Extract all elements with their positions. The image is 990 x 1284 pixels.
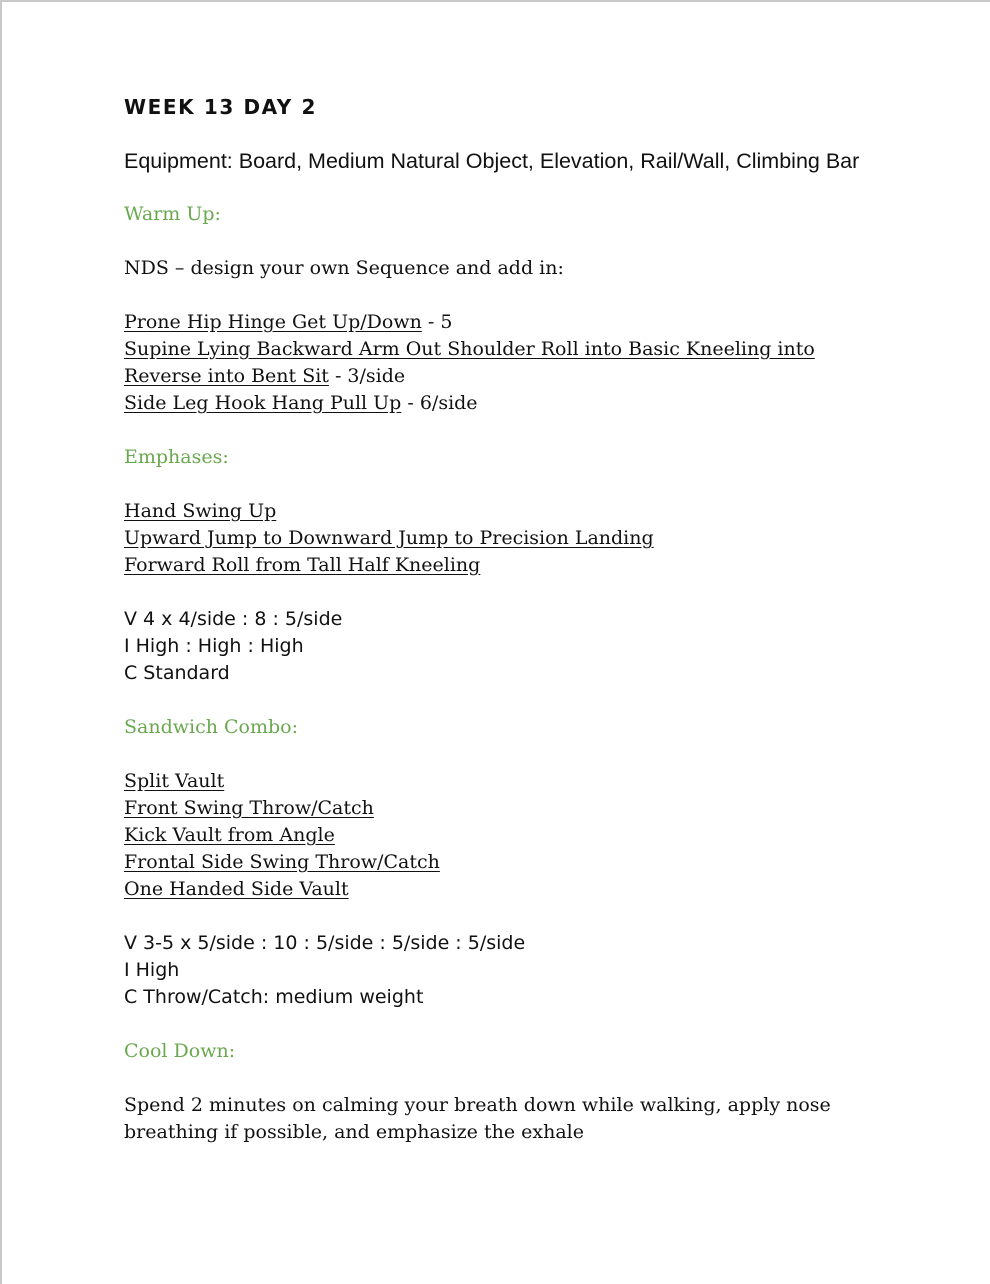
warm-up-item [124,336,884,390]
combo-item [124,768,884,795]
emphasis-item [124,498,884,525]
combo-link-kick-vault[interactable]: Kick Vault from Angle [124,824,335,846]
page-title: WEEK 13 DAY 2 [124,95,317,119]
emphasis-link-hand-swing-up[interactable]: Hand Swing Up [124,500,277,522]
combo-complexity: C Throw/Catch: medium weight [124,986,424,1008]
combo-item [124,795,884,822]
combo-link-one-handed-vault[interactable]: One Handed Side Vault [124,878,349,900]
warm-up-reps: - 3/side [328,365,406,387]
page-border-top [0,0,990,2]
warm-up-heading: Warm Up: [124,203,221,225]
equipment-list: Equipment: Board, Medium Natural Object, Elevation, Rail/Wall, Climbing Bar [124,149,860,173]
warm-up-item [124,309,884,336]
page-border-left [0,0,2,1284]
warm-up-reps: - 6/side [401,392,478,414]
sandwich-combo-heading: Sandwich Combo: [124,716,298,738]
combo-link-front-swing-throw[interactable]: Front Swing Throw/Catch [124,797,374,819]
combo-item [124,822,884,849]
combo-intensity: I High [124,959,180,981]
warm-up-link-side-leg-hook[interactable]: Side Leg Hook Hang Pull Up [124,392,402,414]
emphases-intensity: I High : High : High [124,635,304,657]
warm-up-link-supine-shoulder-roll[interactable]: Supine Lying Backward Arm Out Shoulder Roll into Basic Kneeling into Reverse into Bent Sit [124,338,815,387]
emphases-heading: Emphases: [124,446,229,468]
combo-item [124,876,884,903]
emphasis-item [124,525,884,552]
combo-link-split-vault[interactable]: Split Vault [124,770,225,792]
emphases-complexity: C Standard [124,662,230,684]
warm-up-link-prone-hip-hinge[interactable]: Prone Hip Hinge Get Up/Down [124,311,422,333]
warm-up-intro: NDS – design your own Sequence and add in: [124,257,564,279]
emphasis-link-upward-jump[interactable]: Upward Jump to Downward Jump to Precision Landing [124,527,654,549]
combo-link-frontal-side-swing[interactable]: Frontal Side Swing Throw/Catch [124,851,440,873]
warm-up-item [124,390,884,417]
emphasis-link-forward-roll[interactable]: Forward Roll from Tall Half Kneeling [124,554,481,576]
combo-volume: V 3-5 x 5/side : 10 : 5/side : 5/side : 5/side [124,932,526,954]
warm-up-reps: - 5 [421,311,453,333]
cool-down-heading: Cool Down: [124,1040,236,1062]
emphases-volume: V 4 x 4/side : 8 : 5/side [124,608,343,630]
emphasis-item [124,552,884,579]
combo-item [124,849,884,876]
cool-down-text: Spend 2 minutes on calming your breath down while walking, apply nose breathing if possible, and emphasize the exhale [124,1094,831,1143]
document-body [124,92,884,1146]
